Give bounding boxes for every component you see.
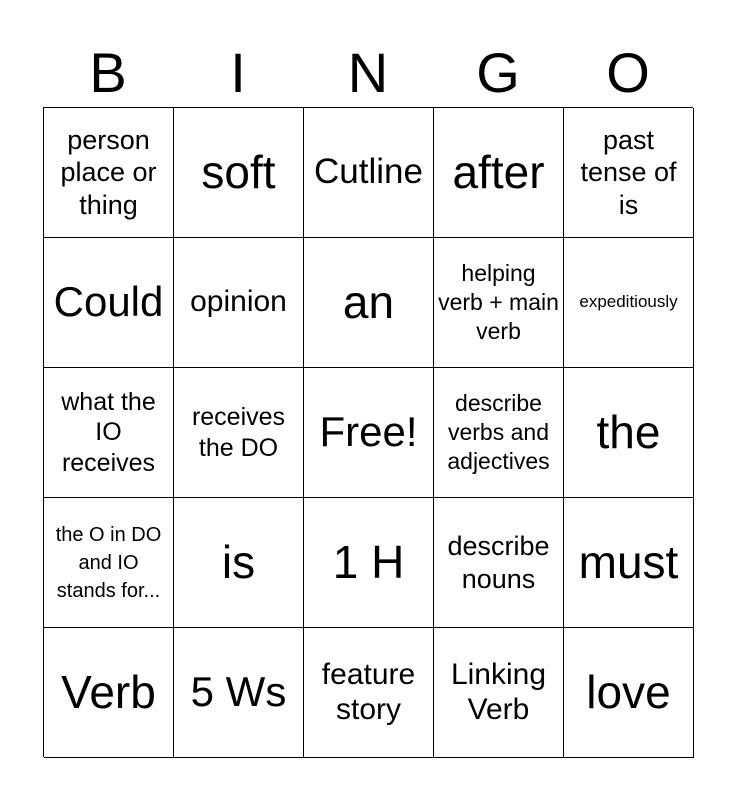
header-letter-b: B <box>89 41 127 104</box>
bingo-cell: the O in DO and IO stands for... <box>44 498 174 628</box>
bingo-cell: must <box>564 498 694 628</box>
bingo-cell: past tense of is <box>564 108 694 238</box>
bingo-cell: describe nouns <box>434 498 564 628</box>
bingo-header <box>43 40 693 106</box>
bingo-cell: Linking Verb <box>434 628 564 758</box>
bingo-cell: Free! <box>304 368 434 498</box>
bingo-cell: describe verbs and adjectives <box>434 368 564 498</box>
bingo-cell: 1 H <box>304 498 434 628</box>
header-letter-n: N <box>347 41 389 104</box>
bingo-cell: after <box>434 108 564 238</box>
bingo-cell: Could <box>44 238 174 368</box>
bingo-cell: Verb <box>44 628 174 758</box>
bingo-cell: person place or thing <box>44 108 174 238</box>
bingo-board <box>43 107 693 757</box>
bingo-cell: receives the DO <box>174 368 304 498</box>
bingo-cell: expeditiously <box>564 238 694 368</box>
bingo-cell: helping verb + main verb <box>434 238 564 368</box>
bingo-cell: an <box>304 238 434 368</box>
bingo-cell: feature story <box>304 628 434 758</box>
bingo-cell: the <box>564 368 694 498</box>
header-letter-i: I <box>230 41 246 104</box>
bingo-cell: soft <box>174 108 304 238</box>
bingo-cell: opinion <box>174 238 304 368</box>
header-letter-o: O <box>606 41 650 104</box>
bingo-cell: is <box>174 498 304 628</box>
bingo-cell: 5 Ws <box>174 628 304 758</box>
header-letter-g: G <box>476 41 520 104</box>
bingo-cell: Cutline <box>304 108 434 238</box>
bingo-cell: what the IO receives <box>44 368 174 498</box>
bingo-cell: love <box>564 628 694 758</box>
